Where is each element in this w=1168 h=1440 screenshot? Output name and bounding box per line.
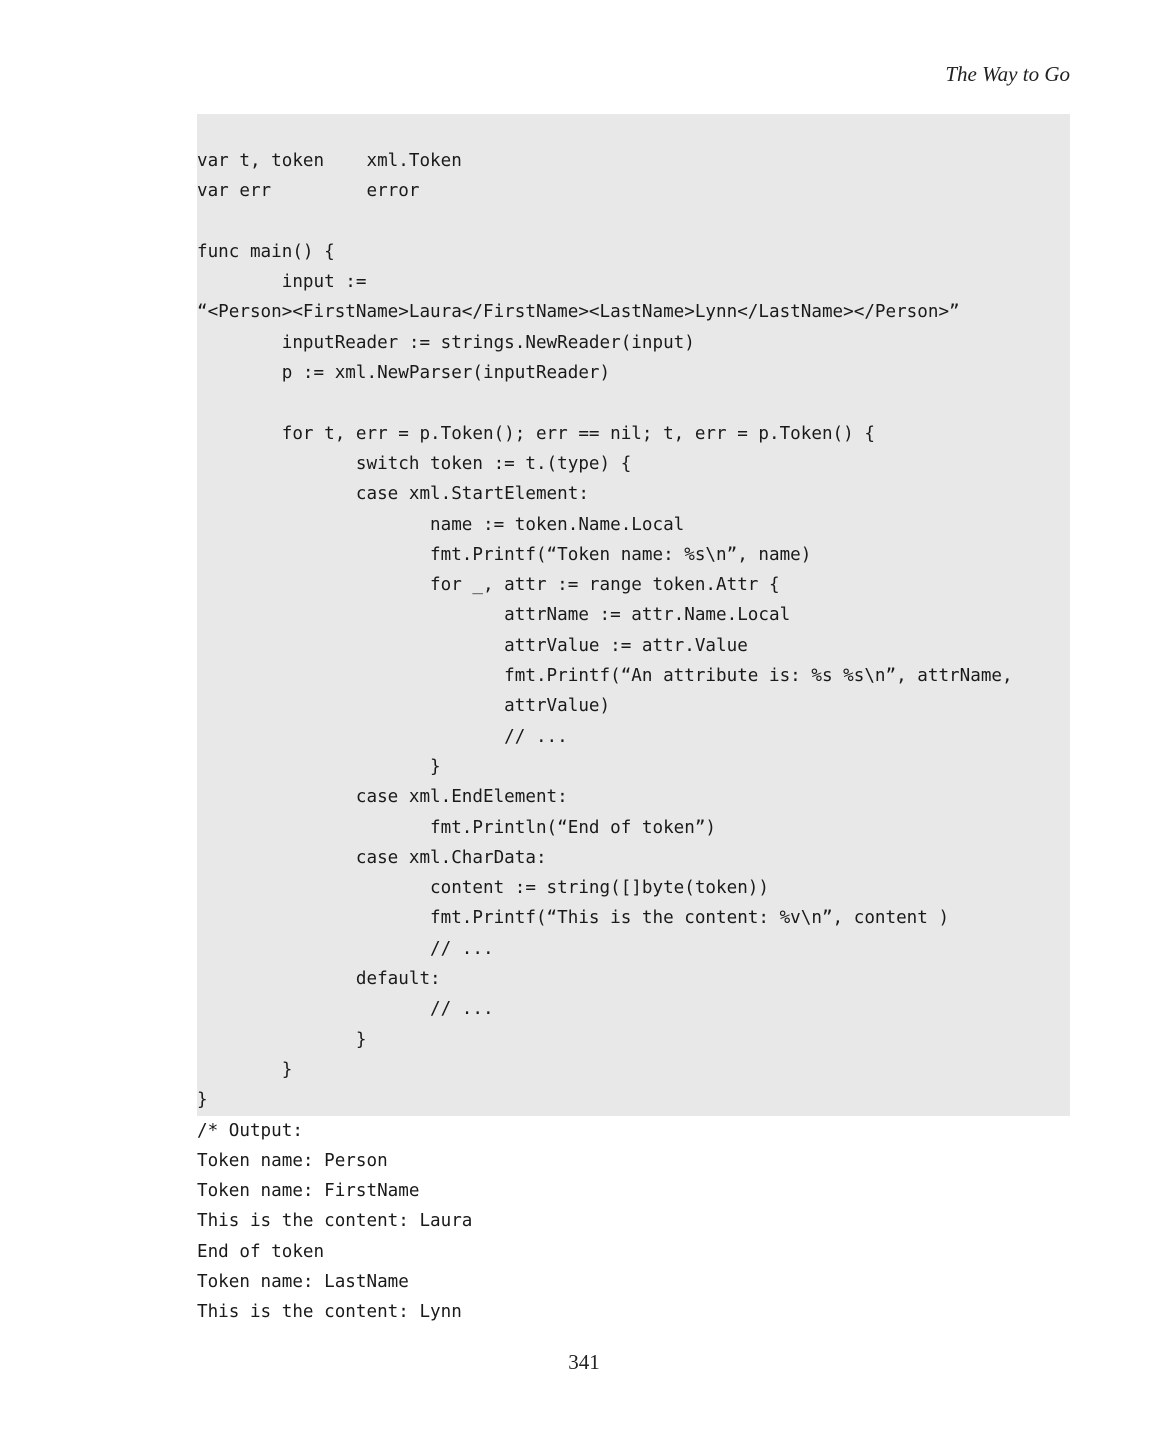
code-line: case xml.CharData:: [197, 847, 547, 868]
code-line: attrValue := attr.Value: [197, 635, 748, 656]
code-line: attrName := attr.Name.Local: [197, 605, 791, 626]
code-line: fmt.Printf(“An attribute is: %s %s\n”, attrName,: [197, 666, 1013, 687]
code-line: End of token: [197, 1241, 325, 1262]
code-line: Token name: LastName: [197, 1271, 409, 1292]
code-line: var t, token xml.Token: [197, 151, 462, 171]
code-line: // ...: [197, 938, 494, 959]
code-line: inputReader := strings.NewReader(input): [197, 332, 695, 353]
code-line: var err error: [197, 181, 420, 202]
code-line: func main() {: [197, 241, 335, 262]
code-line: case xml.EndElement:: [197, 787, 568, 808]
code-line: content := string([]byte(token)): [197, 878, 769, 899]
code-line: for t, err = p.Token(); err == nil; t, err = p.Token() {: [197, 423, 875, 444]
code-line: This is the content: Lynn: [197, 1302, 462, 1323]
code-line: switch token := t.(type) {: [197, 453, 632, 474]
code-line: input :=: [197, 272, 367, 293]
code-line: Token name: Person: [197, 1150, 388, 1171]
code-line: }: [197, 1090, 208, 1111]
code-line: This is the content: Laura: [197, 1211, 473, 1232]
code-line: [197, 388, 1013, 418]
code-line: /* Output:: [197, 1120, 303, 1141]
code-line: fmt.Printf(“This is the content: %v\n”, content ): [197, 908, 950, 929]
code-line: }: [197, 756, 441, 777]
code-line: “<Person><FirstName>Laura</FirstName><LastName>Lynn</LastName></Person>”: [197, 302, 960, 323]
code-line: // ...: [197, 999, 494, 1020]
code-line: [197, 207, 1013, 237]
code-line: fmt.Println(“End of token”): [197, 817, 717, 838]
code-line: attrValue): [197, 696, 611, 717]
code-listing: [197, 146, 1013, 1328]
code-line: Token name: FirstName: [197, 1181, 420, 1202]
code-line: }: [197, 1029, 367, 1050]
code-line: default:: [197, 969, 441, 990]
code-line: }: [197, 1059, 293, 1080]
code-line: p := xml.NewParser(inputReader): [197, 363, 611, 384]
code-line: // ...: [197, 726, 568, 747]
code-line: fmt.Printf(“Token name: %s\n”, name): [197, 544, 812, 565]
code-line: name := token.Name.Local: [197, 514, 685, 535]
code-line: for _, attr := range token.Attr {: [197, 575, 780, 596]
running-header: The Way to Go: [945, 62, 1070, 86]
page-number: 341: [568, 1350, 600, 1374]
code-line: case xml.StartElement:: [197, 484, 589, 505]
